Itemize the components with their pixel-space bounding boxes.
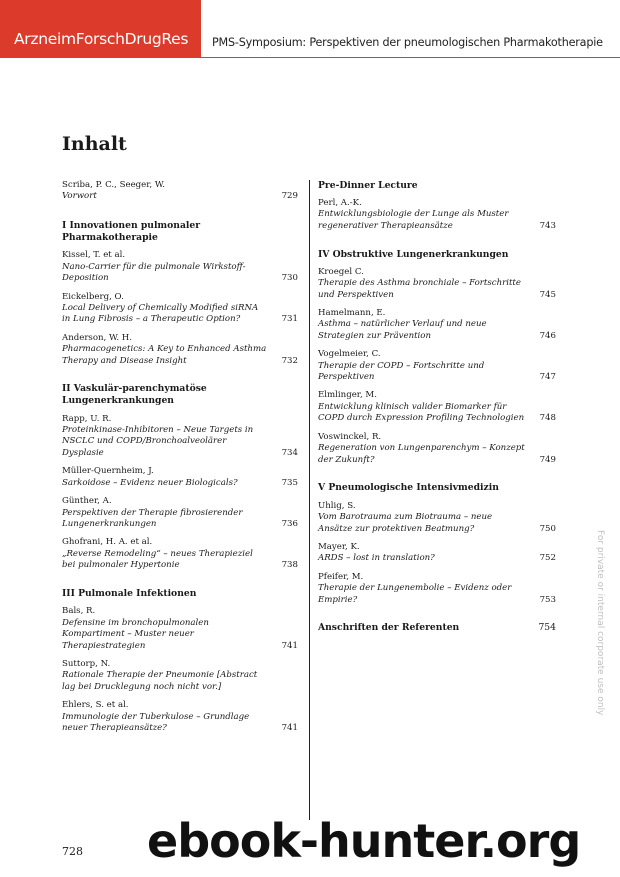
entry-title: Immunologie der Tuberkulose – Grundlage neuer Therapieansätze? bbox=[62, 711, 250, 733]
section-label: II Vaskulär-parenchymatöse Lungenerkrankungen bbox=[62, 383, 207, 406]
header-rule bbox=[201, 57, 620, 58]
entry-title: Proteinkinase-Inhibitoren – Neue Targets in NSCLC und COPD/Bronchoalveolärer Dysplasie bbox=[62, 425, 254, 458]
page-ref: 738 bbox=[281, 560, 298, 571]
entry-author: Elmlinger, M. bbox=[318, 390, 377, 401]
section-label: Anschriften der Referenten bbox=[318, 621, 460, 633]
toc-entry bbox=[318, 349, 556, 383]
entry-author: Suttorp, N. bbox=[62, 658, 111, 669]
toc-entry bbox=[318, 501, 556, 535]
entry-author: Günther, A. bbox=[62, 496, 112, 507]
page-ref: 732 bbox=[281, 355, 298, 366]
toc-section-heading bbox=[318, 180, 556, 192]
watermark-text: ebook-hunter.org bbox=[147, 814, 581, 868]
entry-title: Vom Barotrauma zum Biotrauma – neue Ansätze zur protektiven Beatmung? bbox=[318, 512, 493, 534]
entry-author: Uhlig, S. bbox=[318, 500, 356, 511]
toc-left-column bbox=[62, 180, 298, 734]
page-ref: 752 bbox=[539, 553, 556, 564]
page-ref: 743 bbox=[539, 220, 556, 231]
page-ref: 745 bbox=[539, 289, 556, 300]
entry-title: Nano-Carrier für die pulmonale Wirkstoff-Deposition bbox=[62, 261, 246, 284]
toc-right-column bbox=[318, 180, 556, 634]
toc-entry bbox=[62, 606, 298, 652]
entry-title: Sarkoidose – Evidenz neuer Biologicals? bbox=[62, 477, 238, 488]
entry-title: Entwicklung klinisch valider Biomarker für COPD durch Expression Profiling Technologien bbox=[318, 401, 525, 424]
page-ref: 748 bbox=[539, 413, 556, 424]
toc-entry bbox=[62, 496, 298, 530]
page-header bbox=[0, 0, 620, 58]
entry-author: Ghofrani, H. A. et al. bbox=[62, 537, 153, 548]
journal-label-box bbox=[0, 0, 201, 58]
page-title: Inhalt bbox=[62, 133, 127, 155]
entry-author: Perl, A.-K. bbox=[318, 197, 362, 208]
toc-entry bbox=[62, 180, 298, 203]
toc-section-heading bbox=[62, 588, 298, 600]
entry-title: Vorwort bbox=[62, 191, 97, 202]
section-label: III Pulmonale Infektionen bbox=[62, 587, 197, 599]
page-ref: 731 bbox=[281, 314, 298, 325]
page-number: 728 bbox=[62, 845, 83, 858]
entry-title: ARDS – lost in translation? bbox=[318, 553, 435, 564]
entry-author: Mayer, K. bbox=[318, 541, 360, 552]
toc-entry bbox=[62, 414, 298, 460]
toc-entry bbox=[62, 700, 298, 734]
toc-entry bbox=[62, 292, 298, 326]
entry-author: Pfeifer, M. bbox=[318, 571, 364, 582]
page-ref: 754 bbox=[538, 621, 556, 633]
entry-title: Therapie der COPD – Fortschritte und Perspektiven bbox=[318, 360, 485, 383]
entry-author: Vogelmeier, C. bbox=[318, 349, 381, 360]
page-ref: 741 bbox=[281, 640, 298, 651]
entry-title: Therapie des Asthma bronchiale – Fortschritte und Perspektiven bbox=[318, 278, 521, 300]
toc-entry bbox=[318, 542, 556, 565]
page-ref: 741 bbox=[281, 722, 298, 733]
entry-author: Eickelberg, O. bbox=[62, 291, 124, 302]
page-ref: 735 bbox=[281, 477, 298, 488]
page-ref: 746 bbox=[539, 330, 556, 341]
entry-author: Hamelmann, E. bbox=[318, 308, 386, 319]
toc-entry bbox=[318, 572, 556, 606]
entry-author: Ehlers, S. et al. bbox=[62, 700, 129, 711]
toc-entry bbox=[62, 537, 298, 571]
section-label: Pre-Dinner Lecture bbox=[318, 180, 418, 191]
toc-section-heading bbox=[318, 482, 556, 494]
entry-author: Voswinckel, R. bbox=[318, 431, 382, 442]
entry-title: Perspektiven der Therapie fibrosierender Lungenerkrankungen bbox=[62, 507, 243, 529]
entry-title: Rationale Therapie der Pneumonie [Abstract lag bei Drucklegung noch nicht vor.] bbox=[62, 670, 258, 692]
toc-entry bbox=[318, 308, 556, 342]
entry-title: Regeneration von Lungenparenchym – Konzept der Zukunft? bbox=[318, 443, 525, 465]
section-label: V Pneumologische Intensivmedizin bbox=[318, 481, 499, 493]
entry-author: Müller-Quernheim, J. bbox=[62, 466, 154, 477]
page-ref: 753 bbox=[539, 594, 556, 605]
symposium-title: PMS-Symposium: Perspektiven der pneumologischen Pharmakotherapie bbox=[212, 36, 603, 49]
entry-author: Kissel, T. et al. bbox=[62, 250, 126, 261]
entry-author: Scriba, P. C., Seeger, W. bbox=[62, 180, 165, 190]
entry-author: Bals, R. bbox=[62, 606, 96, 617]
page-ref: 749 bbox=[539, 454, 556, 465]
journal-name: ArzneimForschDrugRes bbox=[14, 30, 189, 48]
entry-title: „Reverse Remodeling“ – neues Therapieziel bei pulmonaler Hypertonie bbox=[62, 548, 253, 571]
toc-entry bbox=[318, 432, 556, 466]
toc-entry bbox=[62, 333, 298, 367]
toc-entry bbox=[62, 659, 298, 693]
entry-author: Anderson, W. H. bbox=[62, 332, 133, 343]
section-label: I Innovationen pulmonaler Pharmakotherapie bbox=[62, 219, 201, 243]
entry-title: Pharmacogenetics: A Key to Enhanced Asthma Therapy and Disease Insight bbox=[62, 344, 267, 366]
toc-entry bbox=[62, 250, 298, 284]
entry-title: Defensine im bronchopulmonalen Kompartiment – Muster neuer Therapiestrategien bbox=[62, 617, 209, 651]
page-ref: 734 bbox=[281, 447, 298, 458]
entry-author: Rapp, U. R. bbox=[62, 413, 112, 424]
entry-author: Kroegel C. bbox=[318, 266, 364, 277]
column-divider bbox=[309, 180, 310, 820]
toc-entry bbox=[318, 390, 556, 424]
toc-section-heading bbox=[62, 383, 298, 407]
page-ref: 729 bbox=[281, 191, 298, 202]
section-label: IV Obstruktive Lungenerkrankungen bbox=[318, 249, 509, 261]
entry-title: Entwicklungsbiologie der Lunge als Muster regenerativer Therapieansätze bbox=[318, 209, 509, 231]
page-ref: 730 bbox=[281, 273, 298, 284]
entry-title: Local Delivery of Chemically Modified siRNA in Lung Fibrosis – a Therapeutic Option? bbox=[62, 303, 259, 325]
page-ref: 736 bbox=[281, 518, 298, 529]
toc-entry bbox=[318, 267, 556, 301]
toc-section-heading bbox=[62, 220, 298, 244]
toc-entry bbox=[62, 466, 298, 489]
toc-section-heading bbox=[318, 622, 556, 634]
toc-section-heading bbox=[318, 249, 556, 261]
entry-title: Asthma – natürlicher Verlauf und neue Strategien zur Prävention bbox=[318, 319, 487, 341]
entry-title: Therapie der Lungenembolie – Evidenz oder Empirie? bbox=[318, 583, 512, 605]
toc-entry bbox=[318, 198, 556, 232]
usage-note: For private or internal corporate use only bbox=[595, 530, 605, 716]
page-ref: 747 bbox=[539, 372, 556, 383]
page-ref: 750 bbox=[539, 523, 556, 534]
